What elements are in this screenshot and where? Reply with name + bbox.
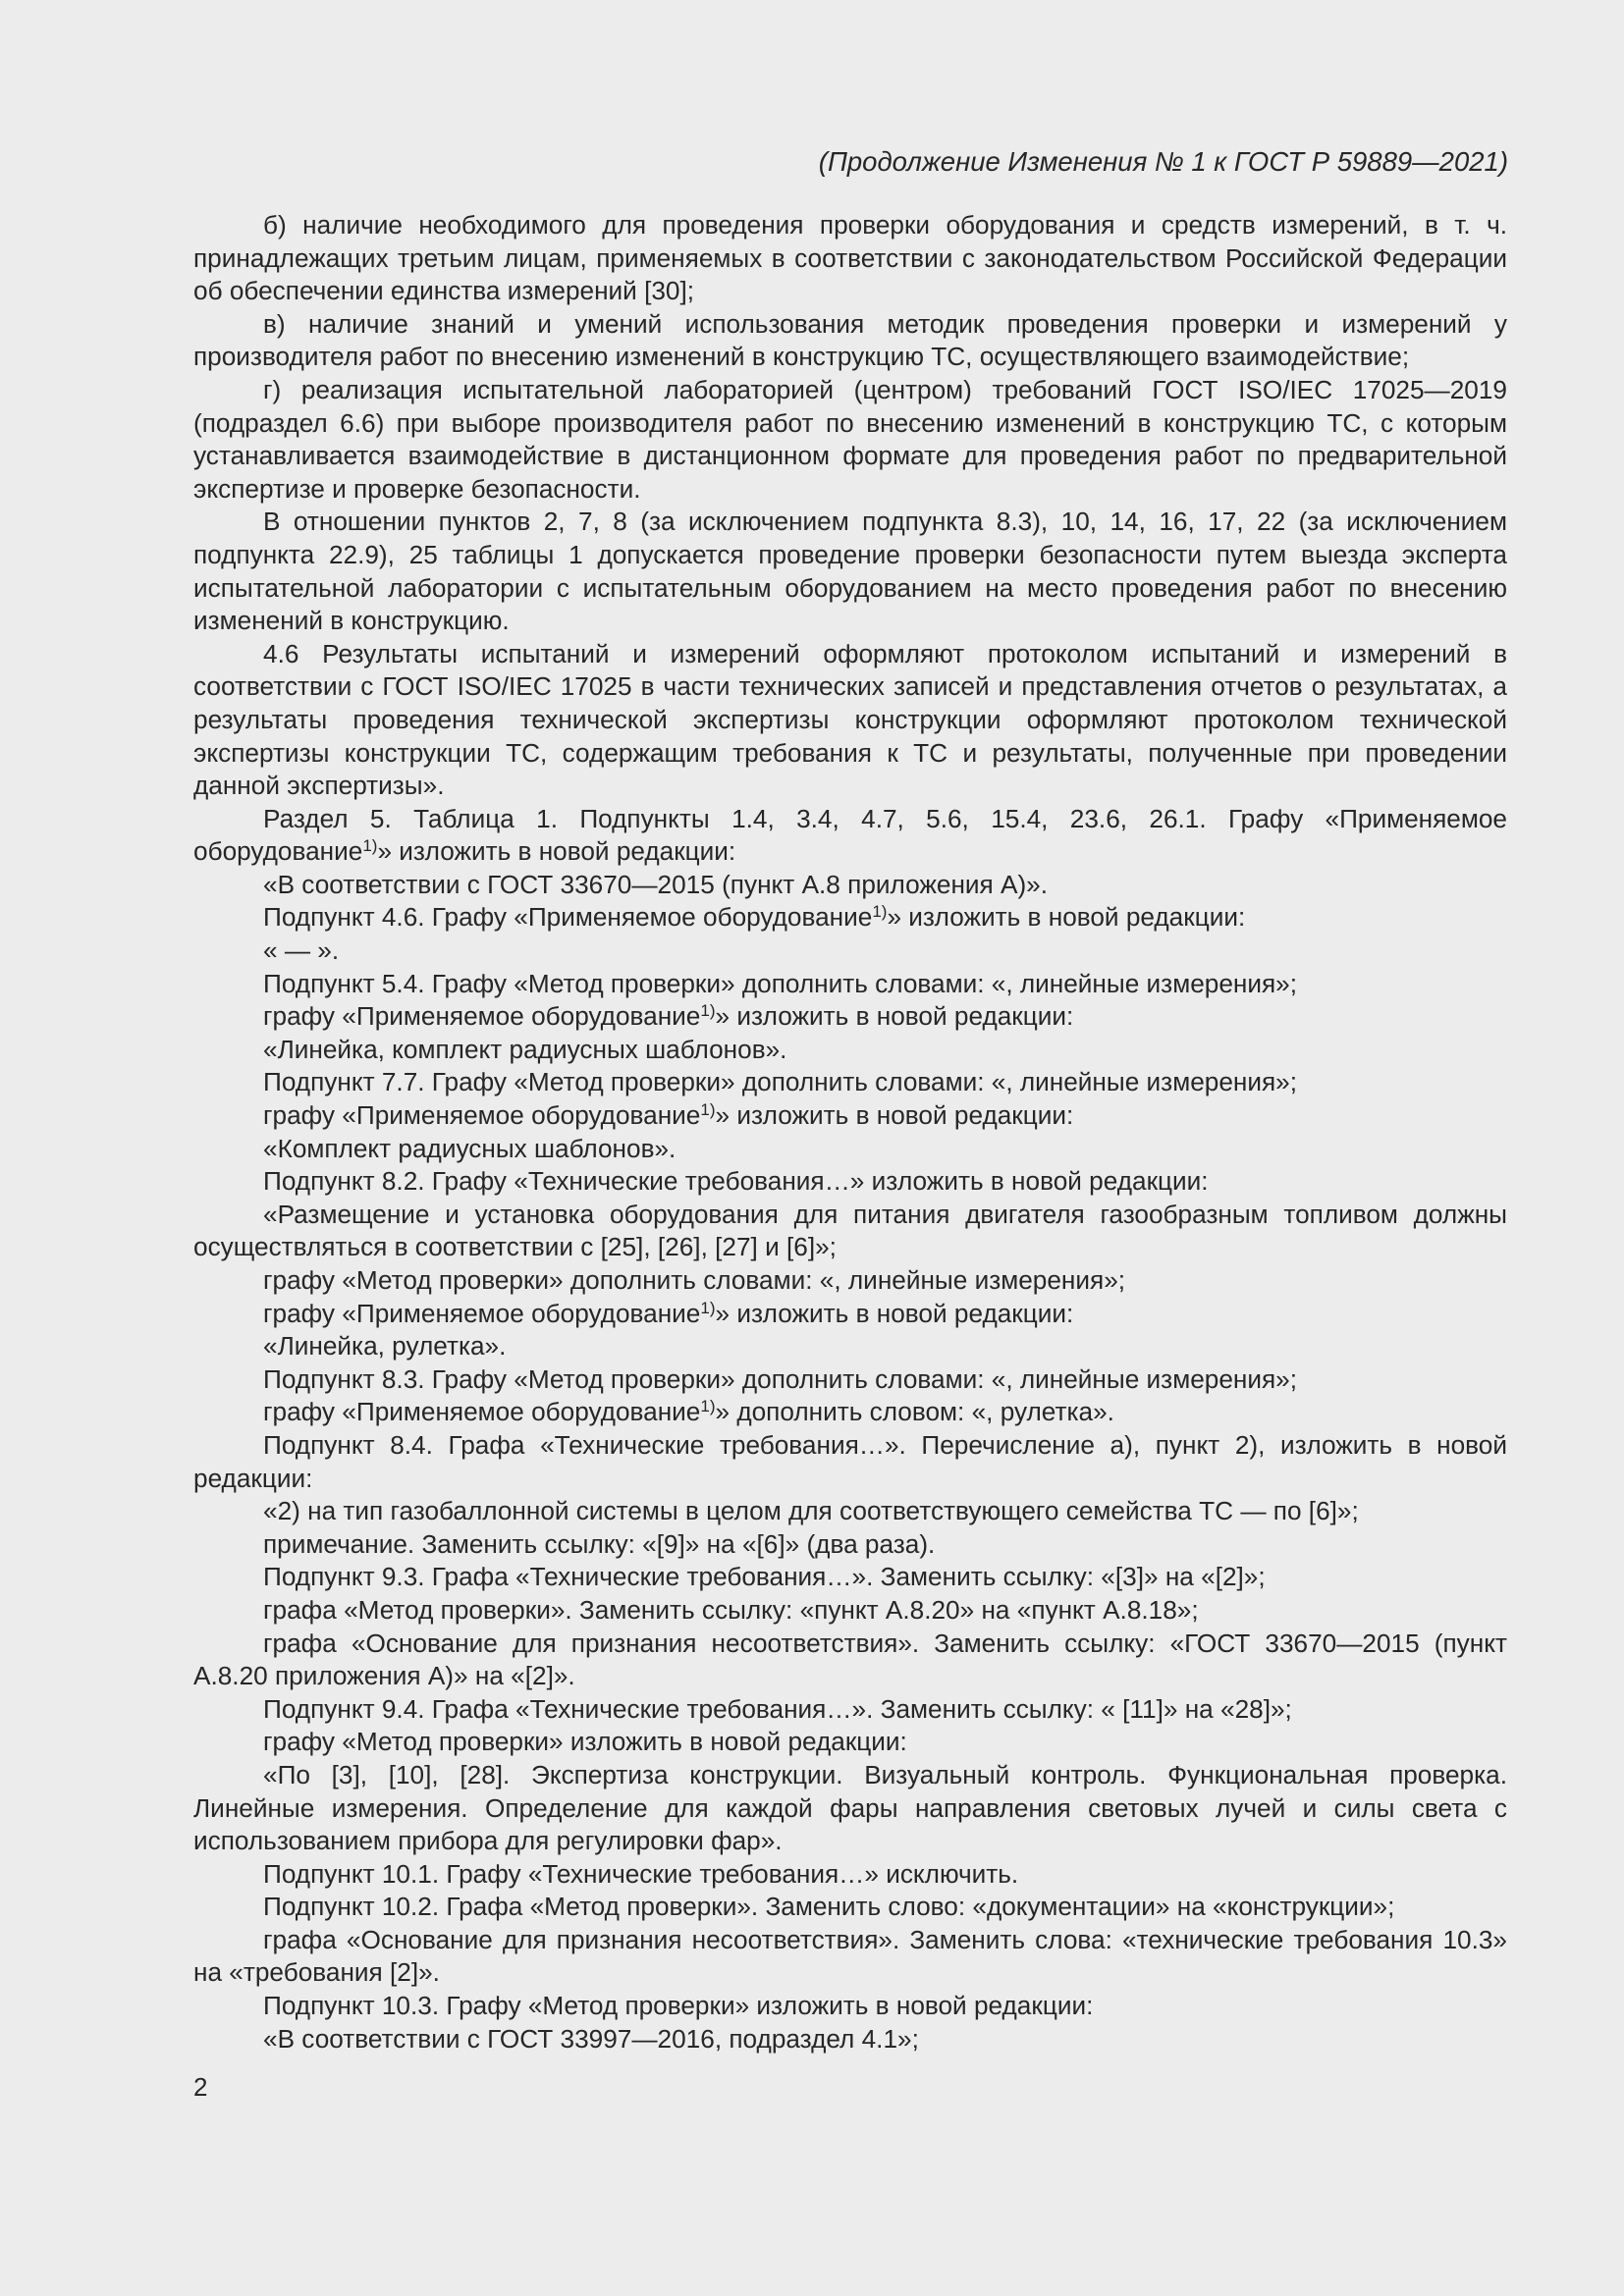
page-number: 2	[193, 2072, 208, 2102]
footnote-ref: 1)	[700, 1397, 716, 1416]
paragraph: Подпункт 8.4. Графа «Технические требования…». Перечисление а), пункт 2), изложить в новой редакции:	[193, 1429, 1507, 1493]
paragraph-text: графу «Применяемое оборудование	[263, 1100, 701, 1131]
paragraph: Подпункт 10.1. Графу «Технические требования…» исключить.	[263, 1858, 1019, 1889]
paragraph-text: Подпункт 4.6. Графу «Применяемое оборудование	[263, 902, 873, 933]
paragraph: графа «Метод проверки». Заменить ссылку: «пункт А.8.20» на «пункт А.8.18»;	[263, 1594, 1199, 1625]
paragraph: Подпункт 8.2. Графу «Технические требования…» изложить в новой редакции:	[263, 1166, 1209, 1197]
paragraph-text: » изложить в новой редакции:	[887, 902, 1246, 933]
paragraph-text: » дополнить словом: «, рулетка».	[715, 1397, 1114, 1427]
paragraph	[193, 803, 1507, 869]
paragraph	[193, 1000, 1507, 1034]
paragraph-text: » изложить в новой редакции:	[377, 836, 736, 867]
paragraph: «В соответствии с ГОСТ 33670—2015 (пункт А.8 приложения А)».	[263, 869, 1049, 899]
paragraph-text: » изложить в новой редакции:	[715, 1100, 1074, 1131]
document-body	[193, 209, 1507, 2056]
footnote-ref: 1)	[872, 902, 888, 922]
paragraph: графа «Основание для признания несоответствия». Заменить слова: «технические требования 10.3» на «требования [2]».	[193, 1924, 1507, 1988]
paragraph: графу «Метод проверки» дополнить словами: «, линейные измерения»;	[263, 1265, 1126, 1295]
paragraph	[193, 1396, 1507, 1429]
paragraph: «Линейка, рулетка».	[263, 1331, 507, 1362]
running-header: (Продолжение Изменения № 1 к ГОСТ Р 59889—2021)	[818, 146, 1508, 177]
paragraph: «2) на тип газобаллонной системы в целом для соответствующего семейства ТС — по [6]»;	[263, 1496, 1359, 1526]
paragraph: в) наличие знаний и умений использования методик проведения проверки и измерений у производителя работ по внесению изменений в конструкцию ТС, осуществляющего взаимодействие;	[193, 308, 1507, 372]
paragraph: «В соответствии с ГОСТ 33997—2016, подраздел 4.1»;	[263, 2023, 919, 2054]
paragraph: примечание. Заменить ссылку: «[9]» на «[6]» (два раза).	[263, 1528, 936, 1559]
paragraph: Подпункт 9.3. Графа «Технические требования…». Заменить ссылку: «[3]» на «[2]»;	[263, 1562, 1266, 1592]
paragraph-text: графу «Применяемое оборудование	[263, 1001, 701, 1032]
paragraph: графу «Метод проверки» изложить в новой редакции:	[263, 1727, 907, 1757]
paragraph	[193, 1099, 1507, 1133]
footnote-ref: 1)	[362, 836, 378, 856]
paragraph: «Размещение и установка оборудования для питания двигателя газообразным топливом должны осуществляться в соответствии с [25], [26], [27] и [6]»;	[193, 1199, 1507, 1262]
paragraph-text: Раздел 5. Таблица 1. Подпункты 1.4, 3.4, 4.7, 5.6, 15.4, 23.6, 26.1. Графу «Применяемое оборудование	[193, 803, 1507, 867]
paragraph: графа «Основание для признания несоответствия». Заменить ссылку: «ГОСТ 33670—2015 (пункт А.8.20 приложения А)» на «[2]».	[193, 1628, 1507, 1691]
paragraph: Подпункт 10.3. Графу «Метод проверки» изложить в новой редакции:	[263, 1991, 1094, 2021]
footnote-ref: 1)	[700, 1298, 716, 1317]
paragraph: « — ».	[263, 935, 340, 966]
paragraph-text: графу «Применяемое оборудование	[263, 1397, 701, 1427]
paragraph: «Комплект радиусных шаблонов».	[263, 1133, 677, 1163]
paragraph: г) реализация испытательной лабораторией (центром) требований ГОСТ ISO/IEC 17025—2019 (подраздел 6.6) при выборе производителя работ по внесению изменений в конструкцию ТС, с которым устанавливается взаимодействие в дистанционном формате для проведения работ по предварительной экспертизе и проверке безопасности.	[193, 374, 1507, 504]
paragraph: Подпункт 7.7. Графу «Метод проверки» дополнить словами: «, линейные измерения»;	[263, 1067, 1297, 1097]
paragraph	[193, 1298, 1507, 1331]
paragraph: Подпункт 5.4. Графу «Метод проверки» дополнить словами: «, линейные измерения»;	[263, 968, 1297, 998]
paragraph: 4.6 Результаты испытаний и измерений оформляют протоколом испытаний и измерений в соответствии с ГОСТ ISO/IEC 17025 в части технических записей и представления отчетов о результатах, а результаты проведения технической экспертизы конструкции оформляют протоколом технической экспертизы конструкции ТС, содержащим требования к ТС и результаты, полученные при проведении данной экспертизы».	[193, 638, 1507, 801]
paragraph: В отношении пунктов 2, 7, 8 (за исключением подпункта 8.3), 10, 14, 16, 17, 22 (за исключением подпункта 22.9), 25 таблицы 1 допускается проведение проверки безопасности путем выезда эксперта испытательной лаборатории с испытательным оборудованием на место проведения работ по внесению изменений в конструкцию.	[193, 507, 1507, 636]
paragraph: Подпункт 9.4. Графа «Технические требования…». Заменить ссылку: « [11]» на «28]»;	[263, 1693, 1292, 1724]
paragraph: б) наличие необходимого для проведения проверки оборудования и средств измерений, в т. ч. принадлежащих третьим лицам, применяемых в соответствии с законодательством Российской Федерации об обеспечении единства измерений [30];	[193, 210, 1507, 306]
paragraph-text: » изложить в новой редакции:	[715, 1001, 1074, 1032]
paragraph: «Линейка, комплект радиусных шаблонов».	[263, 1034, 787, 1064]
paragraph	[193, 901, 1507, 934]
footnote-ref: 1)	[700, 1001, 716, 1021]
paragraph-text: » изложить в новой редакции:	[715, 1298, 1074, 1328]
paragraph-text: графу «Применяемое оборудование	[263, 1298, 701, 1328]
paragraph: Подпункт 8.3. Графу «Метод проверки» дополнить словами: «, линейные измерения»;	[263, 1363, 1297, 1394]
paragraph: «По [3], [10], [28]. Экспертиза конструкции. Визуальный контроль. Функциональная проверка. Линейные измерения. Определение для каждой фары направления световых лучей и силы света с использованием прибора для регулировки фар».	[193, 1759, 1507, 1856]
paragraph: Подпункт 10.2. Графа «Метод проверки». Заменить слово: «документации» на «конструкции»;	[263, 1892, 1395, 1922]
footnote-ref: 1)	[700, 1100, 716, 1120]
